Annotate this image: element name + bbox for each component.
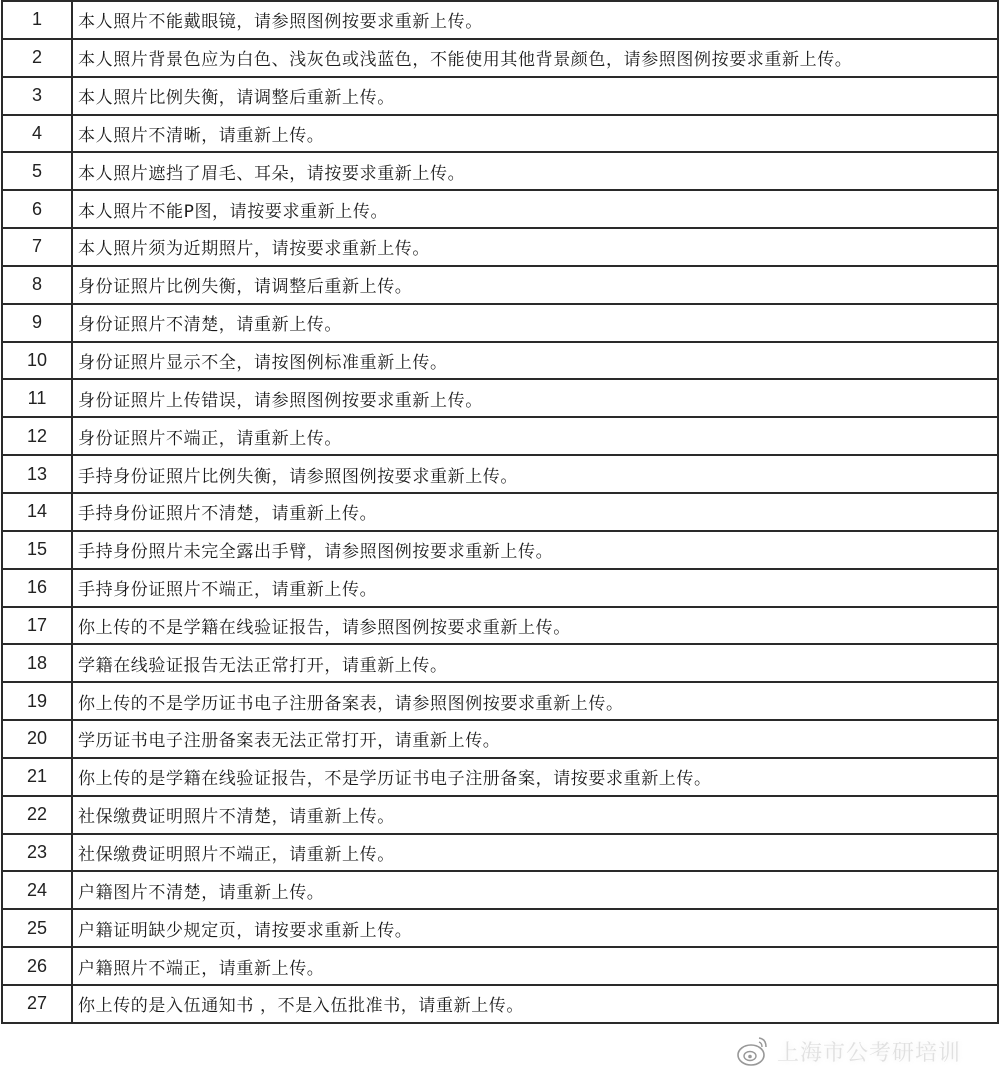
row-reason-text: 本人照片不能P图，请按要求重新上传。	[72, 190, 998, 228]
table-body	[2, 1, 998, 1023]
row-reason-text: 本人照片不能戴眼镜，请参照图例按要求重新上传。	[72, 1, 998, 39]
table-row	[2, 569, 998, 607]
row-reason-text: 身份证照片显示不全，请按图例标准重新上传。	[72, 342, 998, 380]
table-row	[2, 909, 998, 947]
row-reason-text: 本人照片须为近期照片，请按要求重新上传。	[72, 228, 998, 266]
row-reason-text: 手持身份证照片不端正，请重新上传。	[72, 569, 998, 607]
row-number: 11	[2, 379, 72, 417]
row-reason-text: 身份证照片不清楚，请重新上传。	[72, 304, 998, 342]
row-reason-text: 身份证照片上传错误，请参照图例按要求重新上传。	[72, 379, 998, 417]
table-row	[2, 39, 998, 77]
row-reason-text: 户籍证明缺少规定页，请按要求重新上传。	[72, 909, 998, 947]
row-reason-text: 社保缴费证明照片不清楚，请重新上传。	[72, 796, 998, 834]
table-row	[2, 720, 998, 758]
table-row	[2, 455, 998, 493]
table-row	[2, 379, 998, 417]
row-number: 10	[2, 342, 72, 380]
row-number: 6	[2, 190, 72, 228]
row-reason-text: 学籍在线验证报告无法正常打开，请重新上传。	[72, 644, 998, 682]
row-reason-text: 身份证照片不端正，请重新上传。	[72, 417, 998, 455]
row-number: 9	[2, 304, 72, 342]
row-number: 15	[2, 531, 72, 569]
table-row	[2, 190, 998, 228]
table-row	[2, 985, 998, 1023]
row-number: 19	[2, 682, 72, 720]
row-reason-text: 户籍图片不清楚，请重新上传。	[72, 871, 998, 909]
row-number: 26	[2, 947, 72, 985]
table-row	[2, 947, 998, 985]
table-row	[2, 531, 998, 569]
row-number: 21	[2, 758, 72, 796]
table-row	[2, 758, 998, 796]
row-reason-text: 本人照片不清晰，请重新上传。	[72, 115, 998, 153]
row-reason-text: 手持身份照片未完全露出手臂，请参照图例按要求重新上传。	[72, 531, 998, 569]
row-number: 20	[2, 720, 72, 758]
table-row	[2, 152, 998, 190]
weibo-logo-icon	[735, 1034, 771, 1068]
row-number: 25	[2, 909, 72, 947]
table-row	[2, 644, 998, 682]
table-row	[2, 304, 998, 342]
table-row	[2, 493, 998, 531]
row-number: 17	[2, 607, 72, 645]
row-reason-text: 手持身份证照片比例失衡，请参照图例按要求重新上传。	[72, 455, 998, 493]
table-row	[2, 228, 998, 266]
row-number: 3	[2, 77, 72, 115]
row-number: 22	[2, 796, 72, 834]
table-row	[2, 266, 998, 304]
table-row	[2, 115, 998, 153]
watermark	[735, 1033, 961, 1069]
row-number: 16	[2, 569, 72, 607]
row-reason-text: 户籍照片不端正，请重新上传。	[72, 947, 998, 985]
row-number: 12	[2, 417, 72, 455]
table-row	[2, 77, 998, 115]
table-row	[2, 871, 998, 909]
row-reason-text: 社保缴费证明照片不端正，请重新上传。	[72, 834, 998, 872]
row-number: 23	[2, 834, 72, 872]
row-number: 7	[2, 228, 72, 266]
table-row	[2, 682, 998, 720]
row-number: 13	[2, 455, 72, 493]
row-number: 5	[2, 152, 72, 190]
row-number: 1	[2, 1, 72, 39]
table-row	[2, 1, 998, 39]
row-number: 18	[2, 644, 72, 682]
row-number: 14	[2, 493, 72, 531]
row-reason-text: 本人照片遮挡了眉毛、耳朵，请按要求重新上传。	[72, 152, 998, 190]
row-reason-text: 你上传的是入伍通知书 ，不是入伍批准书，请重新上传。	[72, 985, 998, 1023]
row-number: 8	[2, 266, 72, 304]
row-number: 24	[2, 871, 72, 909]
row-reason-text: 你上传的是学籍在线验证报告，不是学历证书电子注册备案，请按要求重新上传。	[72, 758, 998, 796]
table-row	[2, 834, 998, 872]
row-reason-text: 你上传的不是学籍在线验证报告，请参照图例按要求重新上传。	[72, 607, 998, 645]
table-row	[2, 417, 998, 455]
row-number: 4	[2, 115, 72, 153]
row-reason-text: 学历证书电子注册备案表无法正常打开，请重新上传。	[72, 720, 998, 758]
row-reason-text: 本人照片背景色应为白色、浅灰色或浅蓝色，不能使用其他背景颜色，请参照图例按要求重新上传。	[72, 39, 998, 77]
row-reason-text: 手持身份证照片不清楚，请重新上传。	[72, 493, 998, 531]
table-row	[2, 607, 998, 645]
row-reason-text: 本人照片比例失衡，请调整后重新上传。	[72, 77, 998, 115]
row-reason-text: 你上传的不是学历证书电子注册备案表，请参照图例按要求重新上传。	[72, 682, 998, 720]
rejection-reasons-table	[1, 0, 999, 1024]
row-reason-text: 身份证照片比例失衡，请调整后重新上传。	[72, 266, 998, 304]
row-number: 2	[2, 39, 72, 77]
table-row	[2, 796, 998, 834]
row-number: 27	[2, 985, 72, 1023]
watermark-text: 上海市公考研培训	[777, 1040, 962, 1066]
table-row	[2, 342, 998, 380]
